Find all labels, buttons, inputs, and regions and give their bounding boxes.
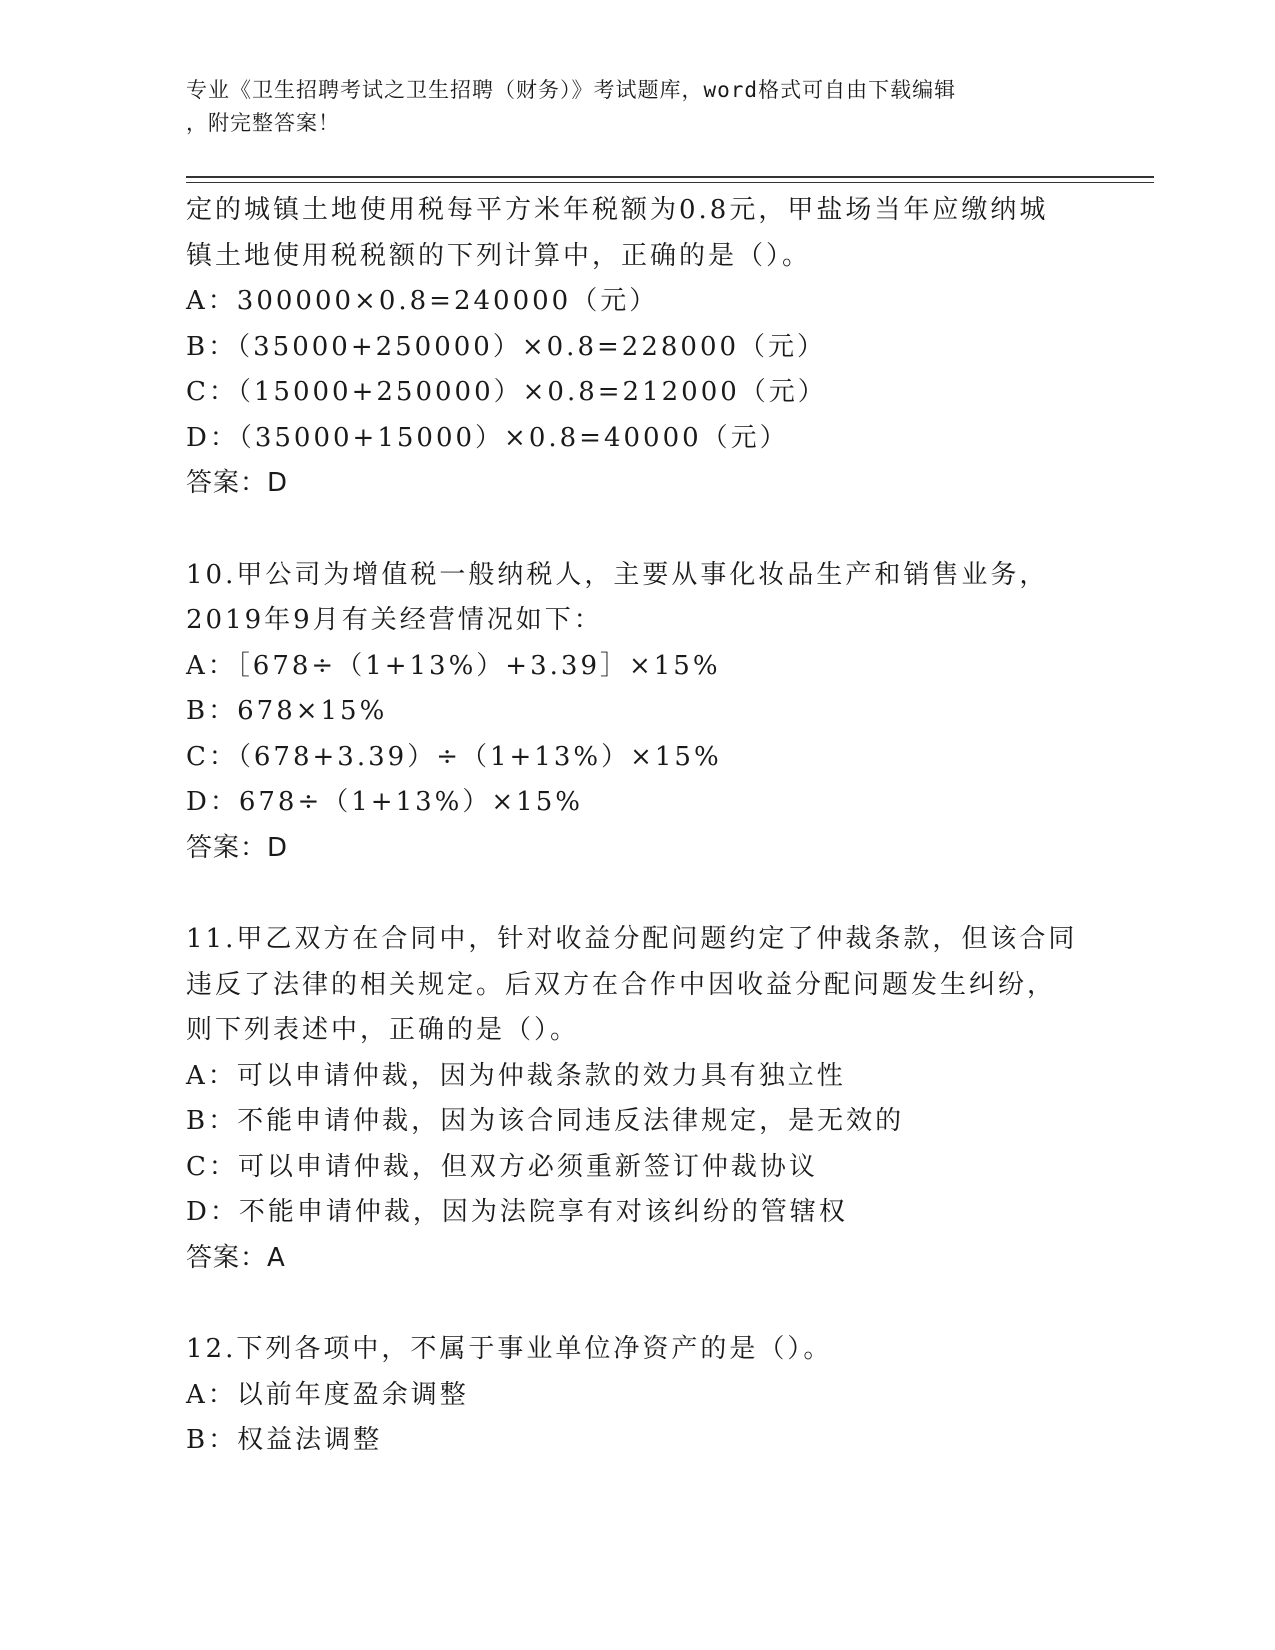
question-stem-line: 则下列表述中，正确的是（）。 — [186, 1015, 580, 1045]
question-11 — [186, 917, 1086, 1281]
question-9 — [186, 188, 1086, 507]
option-c: C：可以申请仲裁，但双方必须重新签订仲裁协议 — [186, 1151, 818, 1182]
document-header — [186, 74, 1066, 140]
option-b: B：678×15% — [186, 696, 388, 726]
question-stem-line: 12.下列各项中，不属于事业单位净资产的是（）。 — [186, 1334, 833, 1364]
option-d: D：（35000+15000）×0.8=40000（元） — [186, 422, 789, 453]
answer: 答案：A — [186, 1242, 286, 1273]
option-d: D：678÷（1+13%）×15% — [186, 787, 583, 817]
question-stem-line: 2019年9月有关经营情况如下： — [186, 605, 603, 635]
option-b: B：不能申请仲裁，因为该合同违反法律规定，是无效的 — [186, 1106, 905, 1136]
question-stem-line: 10.甲公司为增值税一般纳税人，主要从事化妆品生产和销售业务， — [186, 559, 1049, 590]
option-c: C：（678+3.39）÷（1+13%）×15% — [186, 741, 722, 772]
header-divider-thin — [186, 182, 1154, 183]
question-stem-line: 定的城镇土地使用税每平方米年税额为0.8元，甲盐场当年应缴纳城 — [186, 195, 1049, 225]
header-divider-thick — [186, 176, 1154, 178]
answer: 答案：D — [186, 832, 289, 863]
question-10 — [186, 553, 1086, 872]
header-line-2: ，附完整答案！ — [186, 111, 340, 135]
option-b: B：（35000+250000）×0.8=228000（元） — [186, 331, 827, 362]
spacer — [186, 871, 1086, 917]
option-a: A：［678÷（1+13%）+3.39］×15% — [186, 650, 721, 681]
answer: 答案：D — [186, 468, 289, 498]
option-a: A：以前年度盈余调整 — [186, 1379, 469, 1410]
spacer — [186, 1281, 1086, 1327]
option-c: C：（15000+250000）×0.8=212000（元） — [186, 377, 827, 407]
question-stem-line: 11.甲乙双方在合同中，针对收益分配问题约定了仲裁条款，但该合同 — [186, 924, 1078, 954]
question-list — [186, 188, 1086, 1464]
option-a: A：可以申请仲裁，因为仲裁条款的效力具有独立性 — [186, 1060, 846, 1091]
option-b: B：权益法调整 — [186, 1425, 383, 1455]
option-a: A：300000×0.8=240000（元） — [186, 286, 659, 316]
header-line-1: 专业《卫生招聘考试之卫生招聘（财务）》考试题库，word格式可自由下载编辑 — [186, 78, 957, 102]
option-d: D：不能申请仲裁，因为法院享有对该纠纷的管辖权 — [186, 1197, 848, 1227]
question-stem-line: 违反了法律的相关规定。后双方在合作中因收益分配问题发生纠纷， — [186, 969, 1057, 1000]
question-stem-line: 镇土地使用税税额的下列计算中，正确的是（）。 — [186, 240, 812, 271]
question-12 — [186, 1327, 1086, 1464]
spacer — [186, 507, 1086, 553]
